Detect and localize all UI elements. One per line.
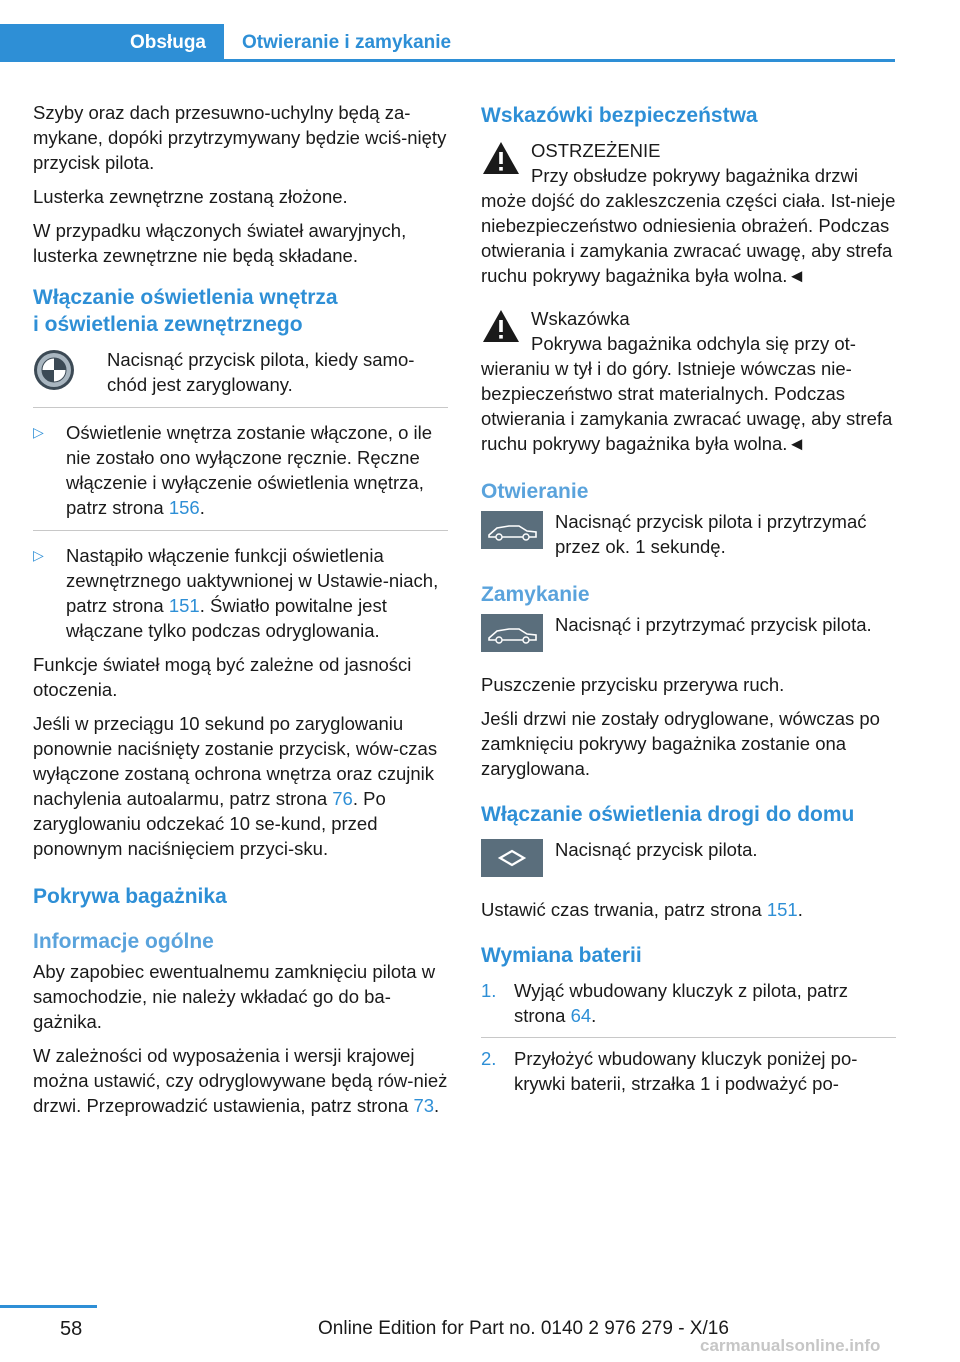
heading-safety: Wskazówki bezpieczeństwa [481,104,758,127]
list-item-text: Oświetlenie wnętrza zostanie włączone, o ile nie zostało ono wyłączone ręcznie. Ręczne włączenie i wyłączenie oświetlenia wnętrza, patrz strona [66,422,433,518]
warning-text: Przy obsłudze pokrywy bagażnika drzwi może dojść do zakleszczenia części ciała. Ist‐nieje niebezpieczeństwo odniesienia obrażeń. Podczas otwierania i zamykania zwracać uwagę, aby strefa ruchu pokrywy bagażnika była wolna.◄ [481,165,896,286]
notice-block [481,306,896,456]
instruction-text: Nacisnąć przycisk pilota. [555,839,758,860]
numbered-step [481,978,896,1028]
warning-block [481,138,896,288]
paragraph-text: . [797,899,803,920]
warning-triangle-icon [481,308,521,344]
triangle-bullet-icon: ▷ [33,547,44,563]
instruction-text: Nacisnąć przycisk pilota, kiedy samo‐chód jest zaryglowany. [107,349,415,395]
numbered-step [481,1046,896,1096]
car-trunk-icon [481,614,543,652]
step-text: Przyłożyć wbudowany kluczyk poniżej po‐krywki baterii, strzałka 1 i podważyć po‐ [514,1048,858,1094]
notice-title: Wskazówka [531,308,630,329]
warning-title: OSTRZEŻENIE [531,140,661,161]
page-link[interactable]: 73 [413,1095,435,1116]
paragraph [33,1043,448,1118]
watermark: carmanualsonline.info [700,1336,881,1355]
footer-rule [0,1305,97,1308]
close-instruction [481,612,896,662]
paragraph-text: . Po zaryglowaniu odczekać 10 se‐kund, przed ponownym naciśnięciem przyci‐sku. [33,788,386,859]
paragraph: Aby zapobiec ewentualnemu zamknięciu pilota w samochodzie, nie należy wkładać go do ba‐gażnika. [33,961,436,1032]
list-item [33,420,448,520]
right-column [481,100,896,1105]
page-link[interactable]: 151 [766,899,798,920]
page-link[interactable]: 151 [168,595,200,616]
page-number: 58 [60,1318,83,1340]
instruction-text: Nacisnąć przycisk pilota i przytrzymać przez ok. 1 sekundę. [555,511,867,557]
paragraph-text: Ustawić czas trwania, patrz strona [481,899,767,920]
page-link[interactable]: 156 [168,497,200,518]
step-text: Wyjąć wbudowany kluczyk z pilota, patrz strona [514,980,848,1026]
step-text: . [591,1005,597,1026]
heading-line: Włączanie oświetlenia wnętrza [33,286,338,309]
car-trunk-icon [481,511,543,549]
heading-home-light: Włączanie oświetlenia drogi do domu [481,803,855,826]
divider [481,1037,896,1038]
heading-lighting [33,284,448,338]
list-item-text: Nastąpiło włączenie funkcji oświetlenia zewnętrznego uaktywnionej w Ustawie‐niach, patrz strona [66,545,439,616]
notice-text: Pokrywa bagażnika odchyla się przy ot‐wieraniu w tył i do góry. Istnieje wówczas nie‐bezpieczeństwo strat materialnych. Podczas otwierania i zamykania zwracać uwagę, aby strefa ruchu pokrywy bagażnika była wolna.◄ [481,333,893,454]
page-header [0,24,895,62]
remote-instruction [33,347,448,397]
heading-close: Zamykanie [481,583,590,606]
divider [33,407,448,408]
warning-triangle-icon [481,140,521,176]
paragraph: W przypadku włączonych świateł awaryjnych, lusterka zewnętrzne nie będą składane. [33,220,407,266]
paragraph [33,711,448,861]
paragraph: Lusterka zewnętrzne zostaną złożone. [33,186,348,207]
left-column [33,100,448,1127]
divider [33,530,448,531]
paragraph: Szyby oraz dach przesuwno-uchylny będą za‐mykane, dopóki przytrzymywany będzie wciś‐nięty przycisk pilota. [33,102,447,173]
paragraph-text: W zależności od wyposażenia i wersji krajowej można ustawić, czy odryglowywane będą rów‐nież drzwi. Przeprowadzić ustawienia, patrz strona [33,1045,448,1116]
paragraph: Puszczenie przycisku przerywa ruch. [481,674,785,695]
edition-note: Online Edition for Part no. 0140 2 976 279 - X/16 [318,1318,729,1339]
bmw-logo-icon [33,349,75,391]
home-light-icon [481,839,543,877]
heading-trunk: Pokrywa bagażnika [33,885,227,908]
step-number: 2. [481,1048,497,1069]
chapter-tab: Otwieranie i zamykanie [242,32,452,53]
heading-open: Otwieranie [481,480,589,503]
list-item-text: . [199,497,205,518]
heading-line: i oświetlenia zewnętrznego [33,313,303,336]
home-light-instruction [481,837,896,887]
paragraph: Jeśli drzwi nie zostały odryglowane, wówczas po zamknięciu pokrywy bagażnika zostanie ona zaryglowana. [481,708,880,779]
open-instruction [481,509,896,559]
section-tab: Obsługa [0,24,224,62]
list-item [33,543,448,643]
step-number: 1. [481,980,497,1001]
instruction-text: Nacisnąć i przytrzymać przycisk pilota. [555,614,872,635]
paragraph-text: . [434,1095,440,1116]
list-item-text: . Światło powitalne jest włączane tylko podczas odryglowania. [66,595,387,641]
paragraph: Funkcje świateł mogą być zależne od jasności otoczenia. [33,654,412,700]
page-link[interactable]: 76 [332,788,353,809]
heading-battery: Wymiana baterii [481,944,642,967]
header-rule [224,59,895,62]
paragraph-text: Jeśli w przeciągu 10 sekund po zaryglowaniu ponownie naciśnięty zostanie przycisk, wów‐czas wyłączone zostaną ochrona wnętrza oraz czujnik nachylenia autoalarmu, patrz strona [33,713,438,809]
heading-general: Informacje ogólne [33,930,214,953]
page-link[interactable]: 64 [570,1005,592,1026]
paragraph [481,897,896,922]
triangle-bullet-icon: ▷ [33,424,44,440]
